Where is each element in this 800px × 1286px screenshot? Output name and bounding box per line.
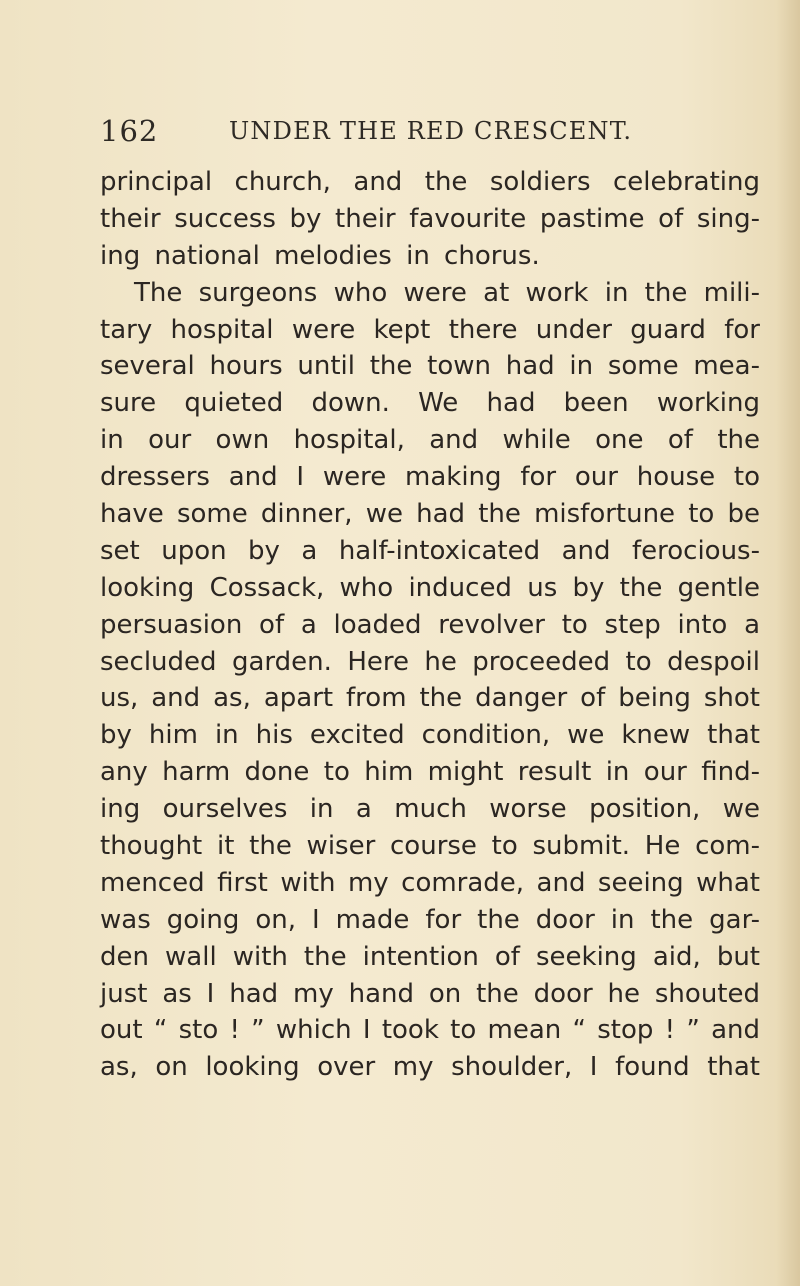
page-header xyxy=(100,114,710,154)
text-line: ing national melodies in chorus. xyxy=(100,240,540,271)
text-line: The surgeons who were at work in the mili- xyxy=(134,277,760,308)
text-line: ing ourselves in a much worse position, we xyxy=(100,794,760,825)
text-line: thought it the wiser course to submit. He com- xyxy=(100,831,760,862)
text-line: was going on, I made for the door in the gar- xyxy=(100,904,760,935)
text-line: any harm done to him might result in our find- xyxy=(100,757,760,788)
text-line: principal church, and the soldiers celebrating xyxy=(100,167,760,197)
text-line: den wall with the intention of seeking aid, but xyxy=(100,941,760,972)
text-line: dressers and I were making for our house to xyxy=(100,462,760,493)
text-line: looking Cossack, who induced us by the gentle xyxy=(100,572,760,603)
text-line: secluded garden. Here he proceeded to despoil xyxy=(100,646,760,677)
text-line: by him in his excited condition, we knew that xyxy=(100,720,760,751)
text-line: their success by their favourite pastime of sing- xyxy=(100,203,760,234)
text-line: out “ sto ! ” which I took to mean “ stop ! ” and xyxy=(100,1015,760,1046)
running-title: UNDER THE RED CRESCENT. xyxy=(229,117,633,145)
text-line: us, and as, apart from the danger of being shot xyxy=(100,683,760,714)
text-line: in our own hospital, and while one of the xyxy=(100,425,760,456)
text-line: set upon by a half-intoxicated and ferocious- xyxy=(100,535,760,566)
text-line: several hours until the town had in some mea- xyxy=(100,351,760,382)
text-line: sure quieted down. We had been working xyxy=(100,388,760,419)
text-line: have some dinner, we had the misfortune to be xyxy=(100,499,760,530)
text-line: persuasion of a loaded revolver to step into a xyxy=(100,609,760,640)
text-line: menced first with my comrade, and seeing what xyxy=(100,867,760,898)
text-line: as, on looking over my shoulder, I found that xyxy=(100,1052,760,1083)
page-number: 162 xyxy=(100,114,159,148)
body-text xyxy=(100,164,760,1086)
text-line: just as I had my hand on the door he shouted xyxy=(100,978,760,1009)
text-line: tary hospital were kept there under guard for xyxy=(100,314,760,345)
